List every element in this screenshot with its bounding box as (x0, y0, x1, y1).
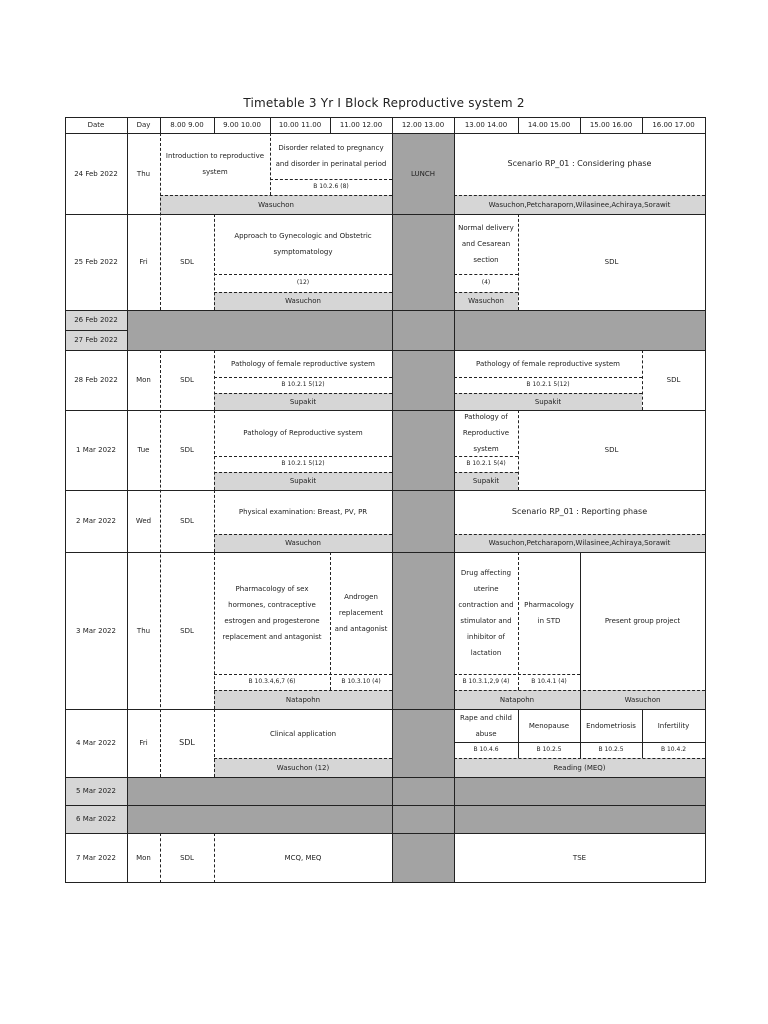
grid-line (65, 214, 705, 215)
staff-label: Wasuchon (214, 534, 392, 552)
grid-line (65, 117, 705, 118)
sdl-cell: SDL (180, 626, 194, 635)
session-topic: Pharmacology in STD (524, 601, 574, 625)
session-topic: Physical examination: Breast, PV, PR (238, 508, 368, 516)
grid-line (518, 214, 519, 310)
sdl-cell: SDL (180, 446, 194, 454)
session-code: B 10.3.4,6,7 (6) (248, 678, 296, 685)
header-slot: 15.00 16.00 (589, 121, 633, 129)
grid-line (518, 552, 519, 690)
grid-line (214, 214, 215, 310)
session-code: B 10.2.5 (536, 746, 562, 753)
header-slot: 8.00 9.00 (170, 121, 204, 129)
session-topic: Clinical application (269, 729, 337, 738)
grid-line (65, 833, 705, 834)
header-slot: 13.00 14.00 (464, 121, 508, 129)
sdl-cell: SDL (604, 258, 619, 266)
grid-line (454, 377, 642, 378)
grid-line (454, 195, 705, 196)
grid-line (454, 274, 518, 275)
grid-line (330, 552, 331, 690)
session-topic: Scenario RP_01 : Considering phase (507, 159, 652, 168)
grid-line (65, 133, 705, 134)
session-topic: Introduction to reproductive system (165, 152, 265, 176)
session-topic: MCQ, MEQ (284, 854, 322, 862)
grid-line (65, 882, 706, 883)
row-day: Fri (139, 258, 148, 266)
sdl-cell: SDL (180, 376, 194, 384)
session-code: B 10.3.10 (4) (341, 678, 381, 685)
grid-line (214, 552, 215, 709)
grid-line (392, 117, 393, 133)
grid-line (65, 330, 127, 331)
weekend-fill-feb-am (127, 310, 392, 350)
session-topic: Normal delivery and Cesarean section (458, 224, 514, 264)
grid-line (127, 133, 128, 310)
grid-line (214, 674, 392, 675)
grid-line (214, 117, 215, 133)
lunch-column (392, 133, 454, 883)
row-date: 1 Mar 2022 (76, 446, 116, 454)
sdl-cell: SDL (180, 854, 194, 862)
grid-line (65, 552, 705, 553)
grid-line (214, 292, 392, 293)
header-slot: 9.00 10.00 (223, 121, 261, 129)
grid-line (214, 758, 392, 759)
grid-line (65, 350, 705, 351)
row-day: Mon (136, 854, 151, 862)
session-topic: Pharmacology of sex hormones, contraceptive estrogen and progesterone replacement and antagonist (222, 585, 322, 641)
session-code: B 10.2.1 5(12) (281, 381, 325, 388)
grid-line (454, 117, 455, 133)
grid-line (65, 117, 66, 883)
row-date: 25 Feb 2022 (74, 258, 118, 266)
grid-line (270, 179, 392, 180)
row-date: 3 Mar 2022 (76, 626, 116, 635)
session-topic: Endometriosis (586, 721, 636, 730)
grid-line (65, 490, 705, 491)
grid-line (214, 534, 392, 535)
row-day: Tue (137, 446, 150, 454)
row-day: Mon (136, 376, 151, 384)
grid-line (454, 758, 705, 759)
header-date: Date (87, 121, 105, 129)
row-date: 6 Mar 2022 (76, 815, 116, 823)
grid-line (160, 350, 161, 777)
grid-line (454, 690, 705, 691)
grid-line (160, 833, 161, 883)
staff-label: Reading (MEQ) (454, 758, 705, 777)
grid-line (642, 350, 643, 410)
grid-line (160, 133, 161, 310)
grid-line (270, 117, 271, 133)
session-topic: Present group project (604, 617, 681, 625)
grid-line (214, 490, 215, 552)
grid-line (454, 292, 518, 293)
grid-line (214, 456, 392, 457)
grid-line (518, 709, 519, 758)
session-topic: Infertility (657, 721, 690, 730)
header-slot: 10.00 11.00 (278, 121, 322, 129)
grid-line (454, 742, 705, 743)
staff-label: Wasuchon,Petcharaporn,Wilasinee,Achiraya,Sorawit (454, 195, 705, 214)
sdl-cell: SDL (180, 517, 194, 525)
session-topic: Menopause (528, 721, 570, 730)
session-code: (12) (296, 279, 310, 286)
sdl-cell: SDL (180, 258, 194, 266)
grid-line (454, 534, 705, 535)
session-topic: Rape and child abuse (460, 713, 512, 738)
grid-line (214, 410, 215, 490)
grid-line (580, 709, 581, 758)
page-title: Timetable 3 Yr I Block Reproductive system 2 (243, 96, 525, 110)
row-date: 24 Feb 2022 (74, 169, 118, 178)
sdl-cell: SDL (179, 738, 195, 747)
grid-line (214, 274, 392, 275)
grid-line (214, 393, 392, 394)
grid-line (65, 709, 705, 710)
grid-line (160, 195, 392, 196)
grid-line (580, 117, 581, 133)
staff-label: Wasuchon,Petcharaporn,Wilasinee,Achiraya,Sorawit (454, 534, 705, 552)
grid-line (454, 133, 455, 883)
session-code: B 10.2.1 5(12) (526, 381, 570, 388)
staff-label: Supakit (214, 472, 392, 490)
staff-label: Wasuchon (580, 690, 705, 709)
row-date: 4 Mar 2022 (76, 739, 116, 747)
row-day: Wed (135, 517, 152, 525)
row-day: Thu (136, 626, 151, 635)
session-topic: Pathology of female reproductive system (476, 359, 620, 368)
row-day: Thu (136, 169, 151, 178)
staff-label: Wasuchon (454, 292, 518, 310)
grid-line (454, 456, 518, 457)
sdl-cell: SDL (604, 446, 619, 454)
grid-line (65, 805, 705, 806)
grid-line (127, 117, 128, 133)
session-topic: Pathology of Reproductive system (243, 429, 363, 437)
grid-line (270, 133, 271, 195)
weekend-fill-feb-pm (454, 310, 705, 350)
session-topic: Pathology of female reproductive system (231, 359, 375, 368)
header-slot: 16.00 17.00 (652, 121, 695, 129)
row-date: 2 Mar 2022 (76, 517, 116, 525)
grid-line (705, 117, 706, 883)
grid-line (65, 410, 705, 411)
staff-label: Natapohn (454, 690, 580, 709)
grid-line (454, 472, 518, 473)
grid-line (518, 117, 519, 133)
grid-line (214, 833, 215, 883)
session-topic: Approach to Gynecologic and Obstetric symptomatology (234, 232, 372, 256)
row-date: 26 Feb 2022 (74, 316, 118, 324)
grid-line (65, 310, 705, 311)
staff-label: Wasuchon (160, 195, 392, 214)
session-code: B 10.2.1 5(12) (281, 460, 325, 467)
header-slot: 11.00 12.00 (339, 121, 383, 129)
row-date: 27 Feb 2022 (74, 336, 118, 344)
grid-line (160, 117, 161, 133)
session-code: B 10.4.6 (473, 746, 499, 753)
staff-label: Supakit (454, 472, 518, 490)
session-topic: Androgen replacement and antagonist (334, 593, 388, 633)
staff-label: Wasuchon (12) (214, 758, 392, 777)
header-day: Day (136, 121, 151, 129)
staff-label: Supakit (214, 393, 392, 410)
sdl-cell: SDL (666, 376, 681, 384)
session-topic: Drug affecting uterine contraction and stimulator and inhibitor of lactation (458, 569, 514, 657)
session-topic: TSE (572, 854, 587, 862)
header-slot: 14.00 15.00 (527, 121, 571, 129)
grid-line (518, 410, 519, 490)
grid-line (642, 709, 643, 758)
session-code: (4) (481, 279, 491, 286)
grid-line (214, 709, 215, 777)
row-date: 7 Mar 2022 (76, 854, 116, 862)
session-code: B 10.2.5 (598, 746, 624, 753)
session-topic: Pathology of Reproductive system (462, 413, 510, 453)
session-topic: Disorder related to pregnancy and disorder in perinatal period (275, 144, 387, 168)
session-code: B 10.2.1 5(4) (466, 460, 506, 467)
session-code: B 10.2.6 (8) (313, 183, 349, 190)
row-day: Fri (139, 739, 148, 747)
grid-line (580, 552, 581, 709)
header-slot: 12.00 13.00 (401, 121, 445, 129)
grid-line (454, 674, 580, 675)
row-date: 28 Feb 2022 (74, 376, 118, 384)
staff-label: Supakit (454, 393, 642, 410)
grid-line (454, 393, 642, 394)
grid-line (214, 377, 392, 378)
session-topic: Scenario RP_01 : Reporting phase (511, 507, 648, 516)
grid-line (330, 117, 331, 133)
staff-label: Natapohn (214, 690, 392, 709)
session-code: B 10.3.1,2,9 (4) (462, 678, 510, 685)
grid-line (214, 690, 392, 691)
session-code: B 10.4.1 (4) (531, 678, 567, 685)
lunch-label: LUNCH (410, 169, 436, 178)
grid-line (65, 777, 705, 778)
session-code: B 10.4.2 (660, 746, 687, 753)
grid-line (392, 133, 393, 883)
grid-line (214, 472, 392, 473)
grid-line (642, 117, 643, 133)
grid-line (214, 350, 215, 410)
row-date: 5 Mar 2022 (76, 787, 116, 795)
staff-label: Wasuchon (214, 292, 392, 310)
